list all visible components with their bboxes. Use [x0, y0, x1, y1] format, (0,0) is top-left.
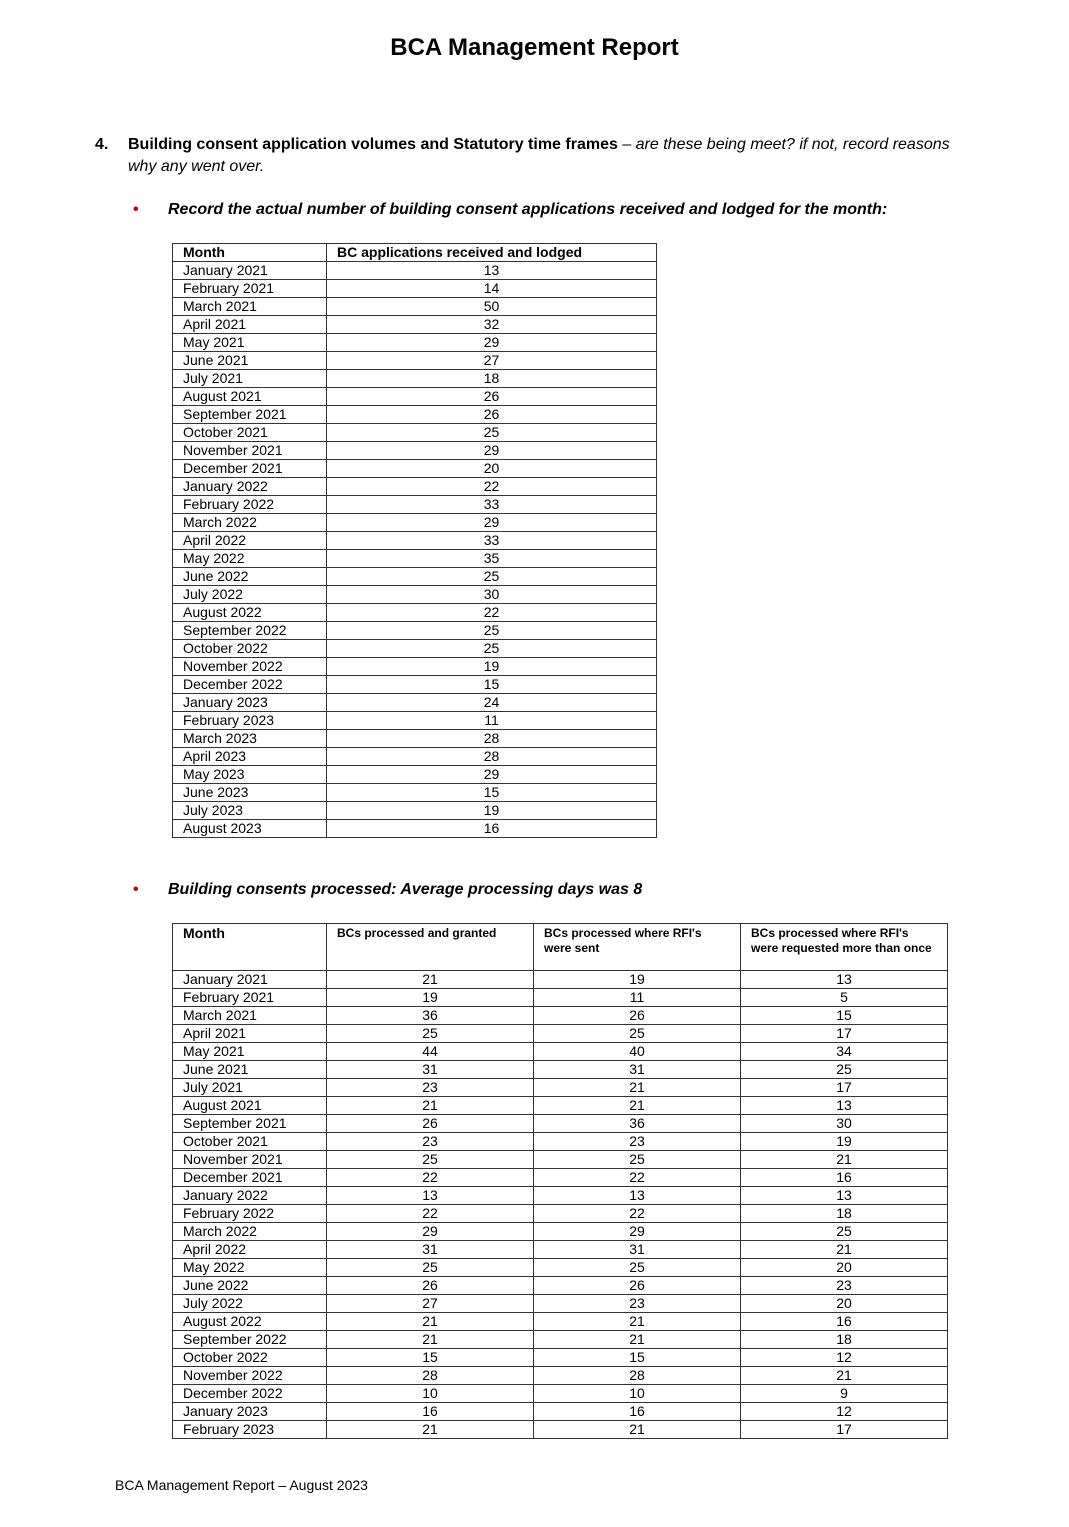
month-cell: July 2021	[173, 370, 327, 388]
table-row	[173, 568, 657, 586]
month-cell: September 2022	[173, 1331, 327, 1349]
value-cell: 26	[327, 1115, 534, 1133]
table-row	[173, 1277, 948, 1295]
month-cell: September 2021	[173, 1115, 327, 1133]
table-row	[173, 298, 657, 316]
value-cell: 21	[534, 1097, 741, 1115]
table-row	[173, 262, 657, 280]
value-cell: 23	[741, 1277, 948, 1295]
month-cell: February 2021	[173, 989, 327, 1007]
value-cell: 21	[327, 1331, 534, 1349]
table-row	[173, 1313, 948, 1331]
value-cell: 25	[741, 1223, 948, 1241]
month-cell: October 2022	[173, 1349, 327, 1367]
month-cell: July 2022	[173, 586, 327, 604]
table-row	[173, 1151, 948, 1169]
value-cell: 16	[327, 820, 657, 838]
value-cell: 31	[534, 1241, 741, 1259]
value-cell: 13	[534, 1187, 741, 1205]
value-cell: 20	[327, 460, 657, 478]
value-cell: 21	[741, 1151, 948, 1169]
month-cell: November 2022	[173, 658, 327, 676]
month-cell: February 2023	[173, 712, 327, 730]
value-cell: 23	[534, 1295, 741, 1313]
value-cell: 14	[327, 280, 657, 298]
column-header: BC applications received and lodged	[327, 244, 657, 262]
value-cell: 25	[327, 424, 657, 442]
month-cell: February 2022	[173, 496, 327, 514]
month-cell: June 2022	[173, 568, 327, 586]
month-cell: April 2022	[173, 532, 327, 550]
value-cell: 40	[534, 1043, 741, 1061]
value-cell: 30	[741, 1115, 948, 1133]
table-row	[173, 1115, 948, 1133]
table-row	[173, 1133, 948, 1151]
table-row	[173, 352, 657, 370]
value-cell: 28	[327, 1367, 534, 1385]
table-row	[173, 1169, 948, 1187]
bullet-applications	[133, 201, 887, 219]
value-cell: 20	[741, 1295, 948, 1313]
value-cell: 25	[327, 1025, 534, 1043]
value-cell: 21	[327, 1313, 534, 1331]
table-row	[173, 460, 657, 478]
month-cell: February 2022	[173, 1205, 327, 1223]
month-cell: June 2022	[173, 1277, 327, 1295]
bullet-text: Building consents processed: Average processing days was 8	[168, 881, 643, 898]
table-row	[173, 550, 657, 568]
table-row	[173, 658, 657, 676]
column-header: BCs processed where RFI's were requested more than once	[741, 924, 948, 971]
table-row	[173, 424, 657, 442]
month-cell: June 2023	[173, 784, 327, 802]
value-cell: 21	[741, 1367, 948, 1385]
bullet-dot-icon: •	[133, 201, 139, 218]
value-cell: 23	[534, 1133, 741, 1151]
value-cell: 26	[327, 1277, 534, 1295]
month-cell: August 2022	[173, 1313, 327, 1331]
table-row	[173, 406, 657, 424]
column-header: Month	[173, 244, 327, 262]
table-row	[173, 316, 657, 334]
month-cell: February 2023	[173, 1421, 327, 1439]
table-row	[173, 514, 657, 532]
value-cell: 20	[741, 1259, 948, 1277]
value-cell: 19	[327, 989, 534, 1007]
month-cell: October 2021	[173, 1133, 327, 1151]
table-row	[173, 784, 657, 802]
month-cell: October 2021	[173, 424, 327, 442]
value-cell: 15	[327, 676, 657, 694]
section-heading-bold: Building consent application volumes and Statutory time frames	[128, 136, 618, 153]
value-cell: 35	[327, 550, 657, 568]
value-cell: 27	[327, 1295, 534, 1313]
value-cell: 11	[534, 989, 741, 1007]
table-row	[173, 496, 657, 514]
value-cell: 25	[327, 622, 657, 640]
table-row	[173, 1223, 948, 1241]
table-header-row	[173, 244, 657, 262]
month-cell: July 2022	[173, 1295, 327, 1313]
table-row	[173, 820, 657, 838]
page-footer: BCA Management Report – August 2023	[115, 1477, 368, 1493]
bullet-processed	[133, 881, 642, 899]
value-cell: 28	[534, 1367, 741, 1385]
table-row	[173, 280, 657, 298]
table-row	[173, 532, 657, 550]
table-row	[173, 1385, 948, 1403]
value-cell: 18	[741, 1205, 948, 1223]
value-cell: 22	[327, 478, 657, 496]
value-cell: 21	[741, 1241, 948, 1259]
value-cell: 34	[741, 1043, 948, 1061]
value-cell: 23	[327, 1133, 534, 1151]
table-row	[173, 622, 657, 640]
month-cell: May 2021	[173, 1043, 327, 1061]
value-cell: 9	[741, 1385, 948, 1403]
value-cell: 21	[534, 1079, 741, 1097]
month-cell: May 2022	[173, 550, 327, 568]
value-cell: 21	[534, 1313, 741, 1331]
value-cell: 19	[534, 971, 741, 989]
table-row	[173, 478, 657, 496]
value-cell: 15	[327, 784, 657, 802]
value-cell: 26	[534, 1277, 741, 1295]
table-row	[173, 802, 657, 820]
value-cell: 33	[327, 496, 657, 514]
value-cell: 22	[534, 1169, 741, 1187]
table-row	[173, 1187, 948, 1205]
value-cell: 19	[327, 658, 657, 676]
month-cell: May 2021	[173, 334, 327, 352]
value-cell: 22	[327, 1169, 534, 1187]
value-cell: 21	[327, 1097, 534, 1115]
month-cell: July 2023	[173, 802, 327, 820]
month-cell: November 2021	[173, 442, 327, 460]
table-row	[173, 1259, 948, 1277]
month-cell: November 2021	[173, 1151, 327, 1169]
value-cell: 16	[741, 1313, 948, 1331]
table-row	[173, 1403, 948, 1421]
value-cell: 22	[327, 604, 657, 622]
table-row	[173, 1241, 948, 1259]
month-cell: May 2022	[173, 1259, 327, 1277]
month-cell: January 2021	[173, 262, 327, 280]
month-cell: December 2022	[173, 1385, 327, 1403]
value-cell: 21	[327, 971, 534, 989]
value-cell: 13	[327, 262, 657, 280]
table-row	[173, 1205, 948, 1223]
month-cell: March 2021	[173, 298, 327, 316]
table-row	[173, 1025, 948, 1043]
value-cell: 10	[327, 1385, 534, 1403]
value-cell: 26	[327, 388, 657, 406]
value-cell: 29	[327, 1223, 534, 1241]
section-number: 4.	[95, 136, 109, 153]
table-row	[173, 989, 948, 1007]
month-cell: August 2021	[173, 1097, 327, 1115]
table-header-row	[173, 924, 948, 971]
value-cell: 31	[534, 1061, 741, 1079]
value-cell: 17	[741, 1421, 948, 1439]
month-cell: February 2021	[173, 280, 327, 298]
month-cell: December 2021	[173, 460, 327, 478]
table-row	[173, 712, 657, 730]
month-cell: April 2022	[173, 1241, 327, 1259]
month-cell: March 2023	[173, 730, 327, 748]
table-row	[173, 640, 657, 658]
value-cell: 23	[327, 1079, 534, 1097]
value-cell: 25	[534, 1025, 741, 1043]
value-cell: 18	[327, 370, 657, 388]
month-cell: April 2023	[173, 748, 327, 766]
month-cell: July 2021	[173, 1079, 327, 1097]
month-cell: April 2021	[173, 316, 327, 334]
table-row	[173, 1043, 948, 1061]
table-row	[173, 1421, 948, 1439]
table-row	[173, 604, 657, 622]
month-cell: April 2021	[173, 1025, 327, 1043]
section-heading	[128, 134, 955, 178]
value-cell: 25	[327, 1259, 534, 1277]
value-cell: 13	[741, 1187, 948, 1205]
month-cell: September 2021	[173, 406, 327, 424]
value-cell: 50	[327, 298, 657, 316]
value-cell: 15	[534, 1349, 741, 1367]
value-cell: 29	[327, 442, 657, 460]
value-cell: 22	[327, 1205, 534, 1223]
month-cell: January 2021	[173, 971, 327, 989]
month-cell: December 2021	[173, 1169, 327, 1187]
value-cell: 17	[741, 1025, 948, 1043]
table-row	[173, 442, 657, 460]
value-cell: 29	[327, 514, 657, 532]
value-cell: 26	[327, 406, 657, 424]
value-cell: 25	[327, 568, 657, 586]
value-cell: 31	[327, 1241, 534, 1259]
processed-table	[172, 923, 948, 1439]
table-row	[173, 1007, 948, 1025]
table-row	[173, 1367, 948, 1385]
value-cell: 24	[327, 694, 657, 712]
month-cell: August 2023	[173, 820, 327, 838]
month-cell: August 2022	[173, 604, 327, 622]
value-cell: 44	[327, 1043, 534, 1061]
table-row	[173, 1295, 948, 1313]
table-row	[173, 1331, 948, 1349]
value-cell: 17	[741, 1079, 948, 1097]
value-cell: 18	[741, 1331, 948, 1349]
month-cell: August 2021	[173, 388, 327, 406]
section-heading-italic: – are these being meet? if not, record reasons why any went over.	[128, 136, 950, 175]
month-cell: March 2022	[173, 1223, 327, 1241]
value-cell: 11	[327, 712, 657, 730]
table-row	[173, 676, 657, 694]
table-row	[173, 334, 657, 352]
value-cell: 19	[741, 1133, 948, 1151]
value-cell: 13	[327, 1187, 534, 1205]
value-cell: 13	[741, 971, 948, 989]
value-cell: 36	[534, 1115, 741, 1133]
table-row	[173, 694, 657, 712]
value-cell: 16	[327, 1403, 534, 1421]
table-row	[173, 1079, 948, 1097]
month-cell: June 2021	[173, 352, 327, 370]
value-cell: 16	[534, 1403, 741, 1421]
table-row	[173, 1349, 948, 1367]
bullet-text: Record the actual number of building consent applications received and lodged for the month:	[168, 201, 888, 218]
column-header: BCs processed where RFI's were sent	[534, 924, 741, 971]
value-cell: 21	[534, 1331, 741, 1349]
table-row	[173, 388, 657, 406]
value-cell: 5	[741, 989, 948, 1007]
applications-table	[172, 243, 657, 838]
value-cell: 25	[534, 1259, 741, 1277]
month-cell: November 2022	[173, 1367, 327, 1385]
value-cell: 15	[741, 1007, 948, 1025]
value-cell: 15	[327, 1349, 534, 1367]
month-cell: September 2022	[173, 622, 327, 640]
value-cell: 29	[327, 334, 657, 352]
table-row	[173, 730, 657, 748]
value-cell: 28	[327, 730, 657, 748]
value-cell: 27	[327, 352, 657, 370]
table-row	[173, 586, 657, 604]
month-cell: January 2022	[173, 1187, 327, 1205]
value-cell: 26	[534, 1007, 741, 1025]
table-row	[173, 1097, 948, 1115]
month-cell: May 2023	[173, 766, 327, 784]
month-cell: January 2023	[173, 1403, 327, 1421]
value-cell: 21	[327, 1421, 534, 1439]
value-cell: 25	[741, 1061, 948, 1079]
table-row	[173, 1061, 948, 1079]
value-cell: 10	[534, 1385, 741, 1403]
value-cell: 28	[327, 748, 657, 766]
table-row	[173, 766, 657, 784]
value-cell: 36	[327, 1007, 534, 1025]
value-cell: 19	[327, 802, 657, 820]
bullet-dot-icon: •	[133, 881, 139, 898]
value-cell: 31	[327, 1061, 534, 1079]
value-cell: 29	[534, 1223, 741, 1241]
table-row	[173, 370, 657, 388]
value-cell: 22	[534, 1205, 741, 1223]
value-cell: 12	[741, 1349, 948, 1367]
value-cell: 21	[534, 1421, 741, 1439]
column-header: BCs processed and granted	[327, 924, 534, 971]
column-header: Month	[173, 924, 327, 971]
value-cell: 25	[327, 1151, 534, 1169]
month-cell: January 2022	[173, 478, 327, 496]
value-cell: 30	[327, 586, 657, 604]
month-cell: December 2022	[173, 676, 327, 694]
table-row	[173, 971, 948, 989]
value-cell: 13	[741, 1097, 948, 1115]
month-cell: June 2021	[173, 1061, 327, 1079]
month-cell: January 2023	[173, 694, 327, 712]
value-cell: 25	[534, 1151, 741, 1169]
table-row	[173, 748, 657, 766]
value-cell: 32	[327, 316, 657, 334]
month-cell: March 2022	[173, 514, 327, 532]
month-cell: October 2022	[173, 640, 327, 658]
value-cell: 12	[741, 1403, 948, 1421]
value-cell: 33	[327, 532, 657, 550]
value-cell: 29	[327, 766, 657, 784]
month-cell: March 2021	[173, 1007, 327, 1025]
page-title: BCA Management Report	[390, 34, 679, 61]
section-4	[95, 134, 955, 178]
value-cell: 25	[327, 640, 657, 658]
value-cell: 16	[741, 1169, 948, 1187]
